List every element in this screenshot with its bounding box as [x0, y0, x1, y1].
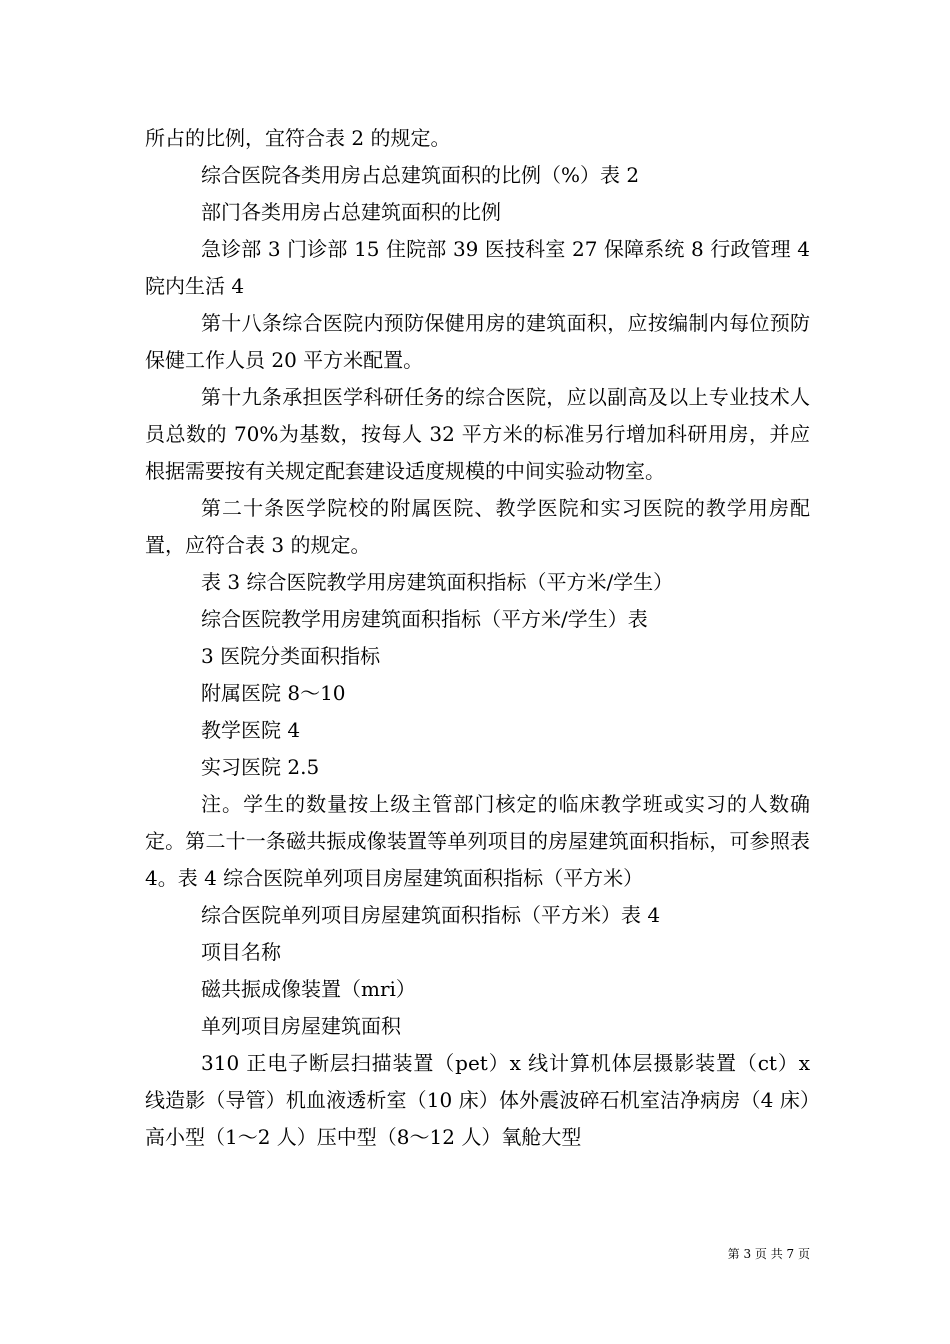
article-19: 第十九条承担医学科研任务的综合医院，应以副高及以上专业技术人员总数的 70%为基数，按每人 32 平方米的标准另行增加科研用房，并应根据需要按有关规定配套建设适度规模的中间实验动物室。 — [145, 385, 810, 483]
article-18: 第十八条综合医院内预防保健用房的建筑面积，应按编制内每位预防保健工作人员 20 平方米配置。 — [145, 311, 810, 372]
table-3-row: 实习医院 2.5 — [201, 755, 320, 779]
document-body — [145, 120, 810, 1156]
table-4-row: 磁共振成像装置（mri） — [201, 977, 416, 1001]
table-4-header: 单列项目房屋建筑面积 — [201, 1014, 401, 1038]
article-20: 第二十条医学院校的附属医院、教学医院和实习医院的教学用房配置，应符合表 3 的规定。 — [145, 496, 810, 557]
page-number: 第 3 页 共 7 页 — [727, 1247, 810, 1261]
note-and-article-21: 注。学生的数量按上级主管部门核定的临床教学班或实习的人数确定。第二十一条磁共振成像装置等单列项目的房屋建筑面积指标，可参照表 4。表 4 综合医院单列项目房屋建筑面积指标（平方米） — [145, 792, 810, 890]
table-4-values: 310 正电子断层扫描装置（pet）x 线计算机体层摄影装置（ct）x 线造影（导管）机血液透析室（10 床）体外震波碎石机室洁净病房（4 床）高小型（1～2 人）压中型（8～12 人）氧舱大型 — [145, 1051, 810, 1149]
paragraph: 所占的比例，宜符合表 2 的规定。 — [145, 126, 451, 150]
table-4-title: 综合医院单列项目房屋建筑面积指标（平方米）表 4 — [201, 903, 661, 927]
table-3-row: 附属医院 8～10 — [201, 681, 346, 705]
table-3-title: 综合医院教学用房建筑面积指标（平方米/学生）表 — [201, 607, 648, 631]
table-2-values: 急诊部 3 门诊部 15 住院部 39 医技科室 27 保障系统 8 行政管理 4 院内生活 4 — [145, 237, 810, 298]
table-2-header: 部门各类用房占总建筑面积的比例 — [201, 200, 501, 224]
table-3-header: 3 医院分类面积指标 — [201, 644, 381, 668]
table-3-caption: 表 3 综合医院教学用房建筑面积指标（平方米/学生） — [201, 570, 674, 594]
table-2-title: 综合医院各类用房占总建筑面积的比例（%）表 2 — [201, 163, 640, 187]
table-3-row: 教学医院 4 — [201, 718, 301, 742]
table-4-header: 项目名称 — [201, 940, 281, 964]
